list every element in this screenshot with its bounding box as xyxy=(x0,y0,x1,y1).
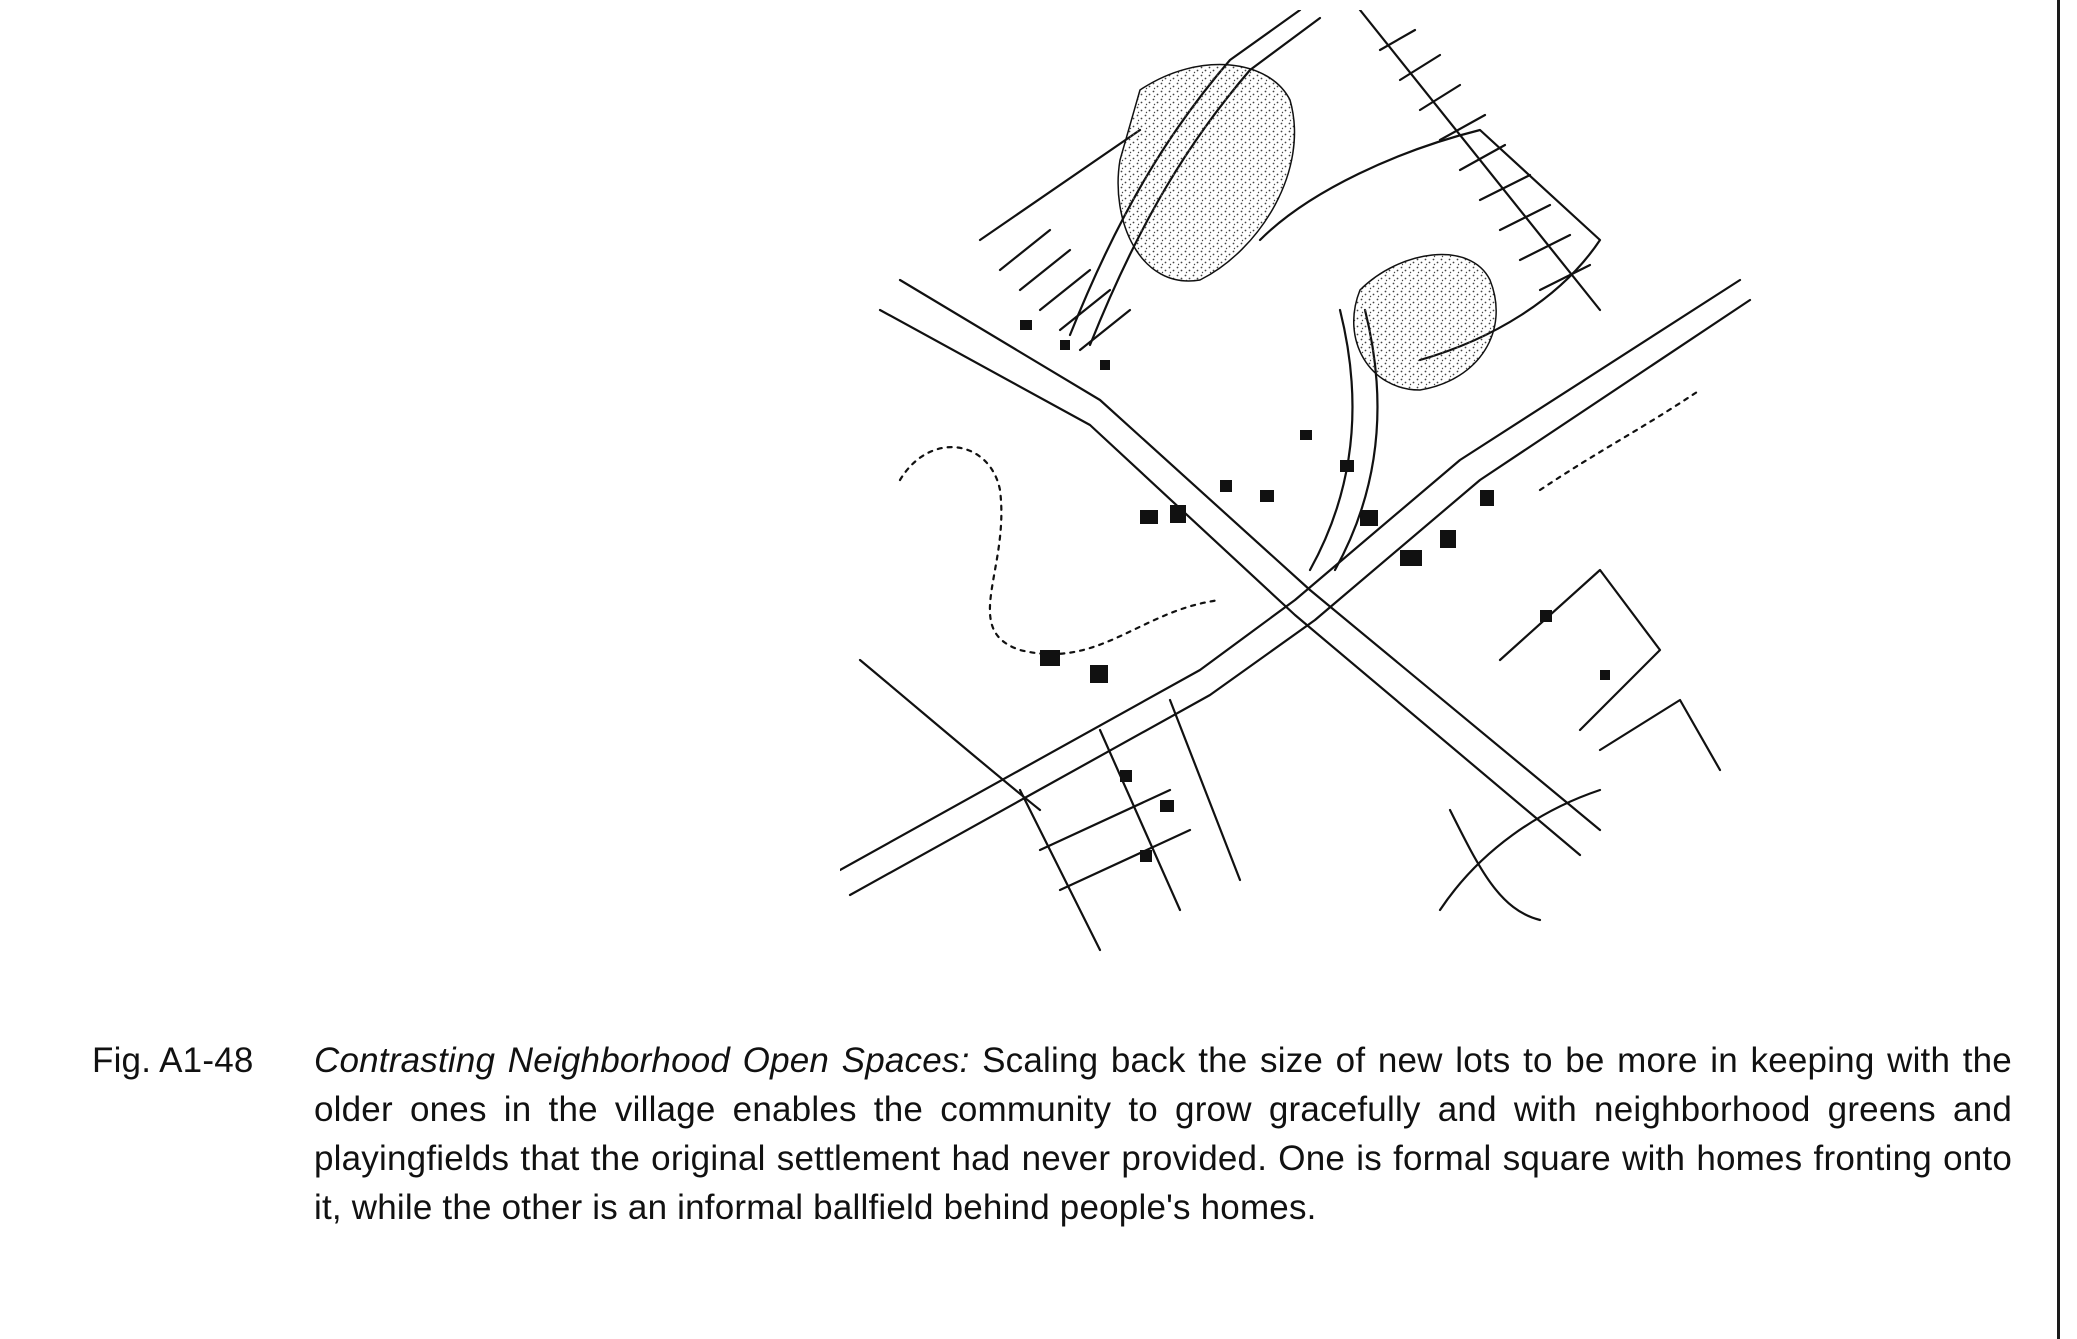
cross-street-lower-edge xyxy=(850,300,1750,895)
figure-title: Contrasting Neighborhood Open Spaces: xyxy=(314,1041,970,1080)
informal-ballfield xyxy=(1354,255,1496,390)
figure-caption xyxy=(92,1036,2012,1232)
village-green-square xyxy=(1118,65,1294,281)
figure-number: Fig. A1-48 xyxy=(92,1041,254,1080)
main-street-north-edge xyxy=(900,280,1600,830)
caption-text: Scaling back the size of new lots to be more in keeping with the older ones in the village enables the community to grow gracefully and with neighborhood greens and playingfields that the original settlement had never provided. One is formal square with homes fronting onto it, while the other is an informal ballfield behind people's homes. xyxy=(314,1041,2012,1227)
main-street-south-edge xyxy=(880,310,1580,855)
caption-body xyxy=(314,1036,2012,1232)
village-site-plan xyxy=(840,10,1760,980)
page-edge-rule xyxy=(2057,0,2060,1339)
site-plan-drawing xyxy=(840,10,1760,980)
